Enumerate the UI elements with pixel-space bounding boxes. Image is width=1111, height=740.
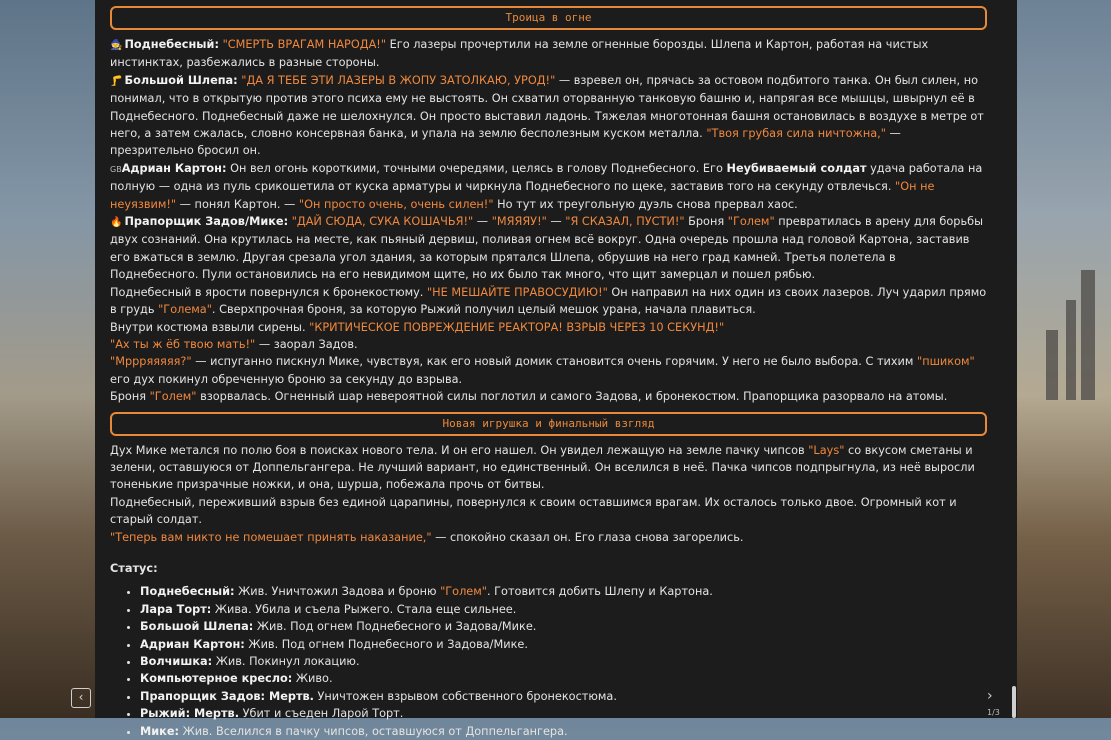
status-title: Статус: xyxy=(110,561,158,575)
paragraph: 🧙 Поднебесный: "СМЕРТЬ ВРАГАМ НАРОДА!" Его лазеры прочертили на земле огненные борозды. Шлепа и Картон, работая на чистых инстинктах, разбежались в разные стороны. xyxy=(110,38,929,70)
next-button[interactable]: › xyxy=(987,688,993,704)
fire-icon: 🔥 xyxy=(110,217,123,229)
paragraph: "Теперь вам никто не помешает принять наказание," — спокойно сказал он. Его глаза снова загорелись. xyxy=(110,530,744,544)
section-header-trinity: Троица в огне xyxy=(110,6,987,30)
leg-icon: 🦵 xyxy=(110,75,123,87)
gb-flag-icon: GB xyxy=(110,164,122,174)
list-item: • Лара Торт: Жива. Убила и съела Рыжего. Стала еще сильнее. xyxy=(140,601,987,618)
section-header-new-toy: Новая игрушка и финальный взгляд xyxy=(110,412,987,436)
paragraph: Поднебесный, переживший взрыв без единой царапины, повернулся к своим оставшимся врагам. Их осталось только двое. Огромный кот и старый солдат. xyxy=(110,495,957,527)
paragraph: "Ах ты ж ёб твою мать!" — заорал Задов. xyxy=(110,337,358,351)
story-panel xyxy=(95,0,1017,738)
list-item: • Мике: Жив. Вселился в пачку чипсов, оставшуюся от Доппельгангера. xyxy=(140,723,987,740)
background-left xyxy=(0,0,95,718)
paragraph: Дух Мике метался по полю боя в поисках нового тела. И он его нашел. Он увидел лежащую на земле пачку чипсов "Lays" со вкусом сметаны и зелени, оставшуюся от Доппельгангера. Не лучший вариант, но единственный. Он вселился в неё. Пачка чипсов подпрыгнула, из неё выросли тоненькие призрачные ножки, и она, шурша, побежала прочь от битвы. xyxy=(110,443,975,492)
paragraph: 🦵 Большой Шлепа: "ДА Я ТЕБЕ ЭТИ ЛАЗЕРЫ В ЖОПУ ЗАТОЛКАЮ, УРОД!" — взревел он, прячась за остовом подбитого танка. Он был силен, но понимал, что в открытую против этого психа ему не выстоять. Он схватил оторванную танковую башню и, напрягая все мышцы, швырнул её в Поднебесного. Поднебесный даже не шелохнулся. Он просто выставил ладонь. Тяжелая многотонная башня остановилась в воздухе в метре от него, а затем сжалась, словно консервная банка, и упала на землю бесполезным куском металла. "Твоя грубая сила ничтожна," — презрительно бросил он. xyxy=(110,73,984,158)
list-item: • Прапорщик Задов: Мертв. Уничтожен взрывом собственного бронекостюма. xyxy=(140,688,987,705)
list-item: • Большой Шлепа: Жив. Под огнем Поднебесного и Задова/Мике. xyxy=(140,618,987,635)
paragraph: GBАдриан Картон: Он вел огонь короткими, точными очередями, целясь в голову Поднебесного. Его Неубиваемый солдат удача работала на полную — одна из пуль срикошетила от куска арматуры и чиркнула Поднебесного по щеке, заставив того на секунду отвлечься. "Он не неуязвим!" — понял Картон. — "Он просто очень, очень силен!" Но тут их треугольную дуэль снова прервал хаос. xyxy=(110,161,983,211)
paragraph: Броня "Голем" взорвалась. Огненный шар невероятной силы поглотил и самого Задова, и бронекостюм. Прапорщика разорвало на атомы. xyxy=(110,390,948,404)
list-item: • Рыжий: Мертв. Убит и съеден Ларой Торт. xyxy=(140,705,987,722)
background-right xyxy=(1016,0,1111,718)
wizard-icon: 🧙 xyxy=(110,40,123,51)
status-list xyxy=(110,583,987,740)
scrollbar[interactable] xyxy=(1012,686,1016,718)
previous-button[interactable]: ‹ xyxy=(71,688,91,708)
list-item: • Компьютерное кресло: Живо. xyxy=(140,670,987,687)
paragraph: 🔥 Прапорщик Задов/Мике: "ДАЙ СЮДА, СУКА КОШАЧЬЯ!" — "МЯЯЯУ!" — "Я СКАЗАЛ, ПУСТИ!" Броня "Голем" превратилась в арену для борьбы двух сознаний. Она крутилась на месте, как пьяный дервиш, поливая огнем всё вокруг. Одна очередь прошла над головой Картона, заставив его вжаться в землю. Другая срезала угол здания, за которым прятался Шлепа, обрушив на него град камней. Третья полетела в Поднебесного. Пули остановились на его невидимом щите, но их было так много, что щит замерцал и пошел рябью. xyxy=(110,215,983,282)
paragraph: Поднебесный в ярости повернулся к бронекостюму. "НЕ МЕШАЙТЕ ПРАВОСУДИЮ!" Он направил на них один из своих лазеров. Луч ударил прямо в грудь "Голема". Сверхпрочная броня, за которую Рыжий получил целый мешок урана, начала плавиться. xyxy=(110,285,987,317)
list-item: • Адриан Картон: Жив. Под огнем Поднебесного и Задова/Мике. xyxy=(140,636,987,653)
paragraph: Внутри костюма взвыли сирены. "КРИТИЧЕСКОЕ ПОВРЕЖДЕНИЕ РЕАКТОРА! ВЗРЫВ ЧЕРЕЗ 10 СЕКУНД!" xyxy=(110,320,725,334)
list-item: • Поднебесный: Жив. Уничтожил Задова и броню "Голем". Готовится добить Шлепу и Картона. xyxy=(140,583,987,600)
page-counter: 1/3 xyxy=(987,708,1000,717)
list-item: • Волчишка: Жив. Покинул локацию. xyxy=(140,653,987,670)
paragraph: "Мррряяяяя?" — испуганно пискнул Мике, чувствуя, как его новый домик становится очень горячим. У него не было выбора. С тихим "пшиком" его дух покинул обреченную броню за секунду до взрыва. xyxy=(110,355,975,386)
